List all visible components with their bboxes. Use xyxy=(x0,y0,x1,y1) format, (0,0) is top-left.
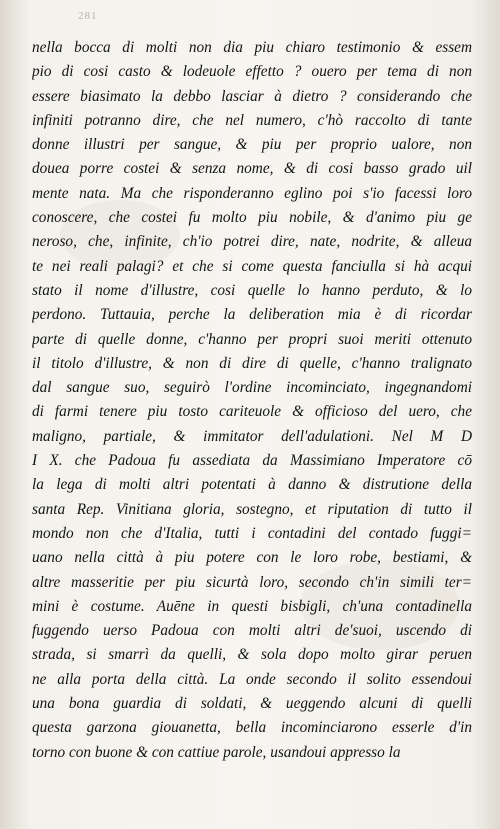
page-number: 281 xyxy=(78,10,98,22)
text-line: santa Rep. Vinitiana gloria, sostegno, et riputation di tutto il xyxy=(32,500,472,518)
text-line: la lega di molti altri potentati à danno & distrutione della xyxy=(32,476,472,494)
text-line: stato il nome d'illustre, cosi quelle lo hanno perduto, & lo xyxy=(32,281,472,299)
text-line: dal sangue suo, seguirò l'ordine incominciato, ingegnandomi xyxy=(32,379,472,397)
body-text xyxy=(32,36,472,765)
text-line: torno con buone & con cattiue parole, usandoui appresso la xyxy=(32,743,401,761)
text-line: donne illustri per sangue, & piu per proprio ualore, non xyxy=(32,136,472,154)
text-line: te nei reali palagi? et che si come questa fanciulla si hà acqui xyxy=(32,257,472,275)
text-line: I X. che Padoua fu assediata da Massimiano Imperatore cō xyxy=(32,452,472,470)
text-line: infiniti potranno dire, che nel numero, c'hò raccolto di tante xyxy=(32,111,472,129)
text-line: neroso, che, infinite, ch'io potrei dire, nate, nodrite, & alleua xyxy=(32,233,472,251)
text-line: maligno, partiale, & immitator dell'adulationi. Nel M D xyxy=(32,427,472,445)
text-line: questa garzona giouanetta, bella incominciarono esserle d'in xyxy=(32,719,472,737)
text-line: una bona guardia di soldati, & ueggendo alcuni di quelli xyxy=(32,695,472,713)
text-line: fuggendo uerso Padoua con molti altri de'suoi, uscendo di xyxy=(32,622,472,640)
text-line: parte di quelle donne, c'hanno per propri suoi meriti ottenuto xyxy=(32,330,472,348)
text-line: mondo non che d'Italia, tutti i contadini del contado fuggi= xyxy=(32,524,472,542)
text-line: strada, si smarrì da quelli, & sola dopo molto girar peruen xyxy=(32,646,472,664)
text-line: ne alla porta della città. La onde secondo il solito essendoui xyxy=(32,670,472,688)
text-line: altre masseritie per piu sicurtà loro, secondo ch'in simili ter= xyxy=(32,573,472,591)
text-line: di farmi tenere piu tosto cariteuole & officioso del uero, che xyxy=(32,403,472,421)
text-line: uano nella città à piu potere con le loro robe, bestiami, & xyxy=(32,549,472,567)
text-line: nella bocca di molti non dia piu chiaro testimonio & essem xyxy=(32,39,472,56)
text-line: douea porre costei & senza nome, & di cosi basso grado uil xyxy=(32,160,472,178)
text-line: perdono. Tuttauia, perche la deliberation mia è di ricordar xyxy=(32,306,472,324)
text-line: pio di cosi casto & lodeuole effetto ? ouero per tema di non xyxy=(32,63,472,81)
text-line: essere biasimato la debbo lasciar à dietro ? considerando che xyxy=(32,87,472,105)
text-line: conoscere, che costei fu molto piu nobile, & d'animo piu ge xyxy=(32,209,472,227)
text-line: mente nata. Ma che risponderanno eglino poi s'io facessi loro xyxy=(32,184,472,202)
text-line: mini è costume. Auēne in questi bisbigli, ch'una contadinella xyxy=(32,597,472,615)
text-line: il titolo d'illustre, & non di dire di quelle, c'hanno tralignato xyxy=(32,354,472,372)
